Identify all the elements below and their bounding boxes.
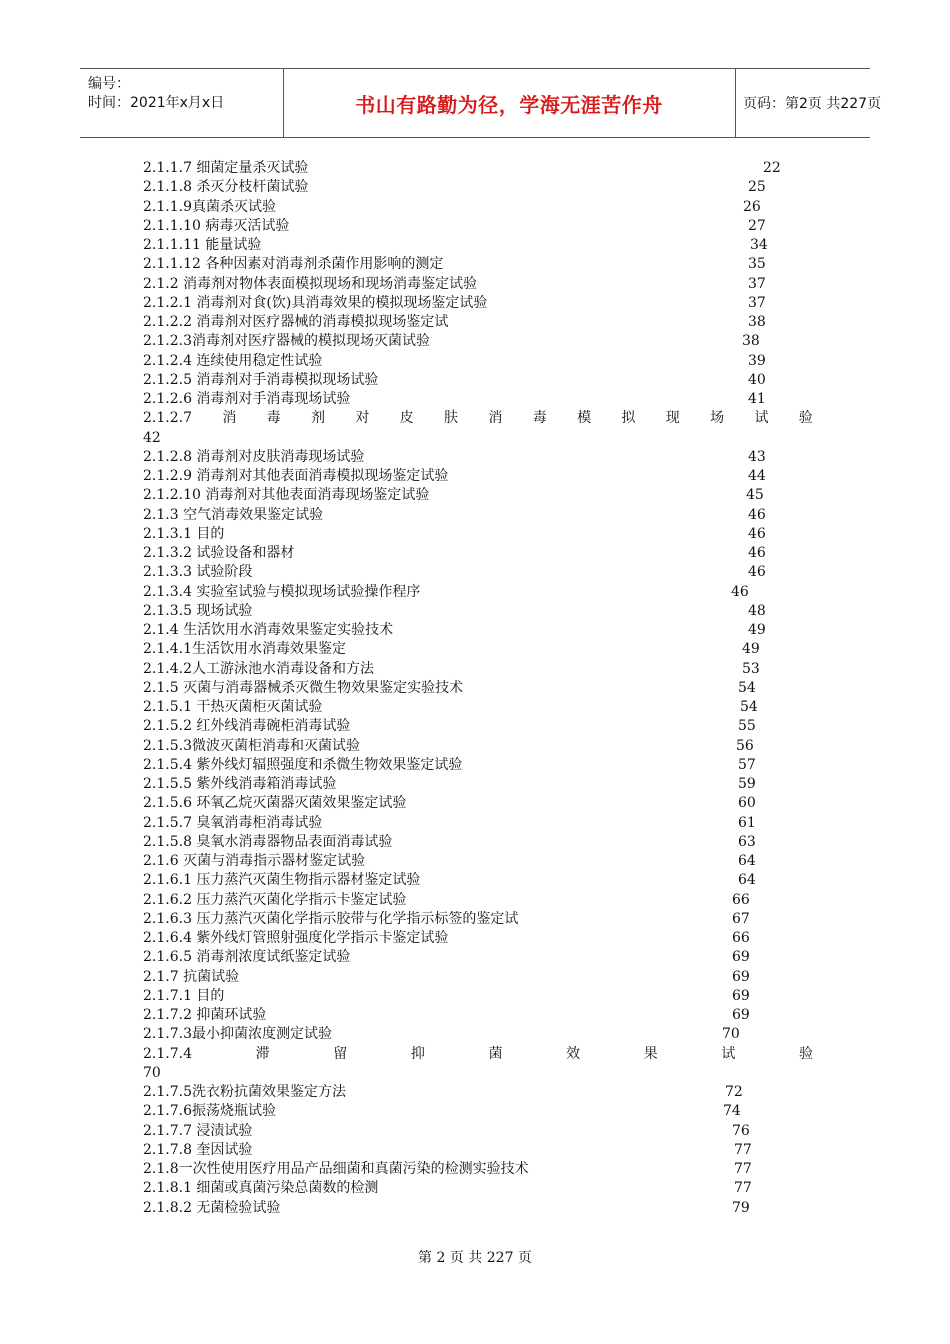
toc-entry-title: 2.1.6.1 压力蒸汽灭菌生物指示器材鉴定试验 <box>143 872 421 889</box>
toc-entry-page: 57 <box>738 756 756 773</box>
toc-entry-title: 2.1.6.2 压力蒸汽灭菌化学指示卡鉴定试验 <box>143 891 407 908</box>
toc-entry-title: 2.1.3 空气消毒效果鉴定试验 <box>143 506 324 523</box>
toc-entry-title: 2.1.7.7 浸渍试验 <box>143 1122 253 1139</box>
toc-entry <box>143 390 813 409</box>
toc-entry-title: 2.1.8.2 无菌检验试验 <box>143 1199 281 1216</box>
toc-entry-title: 2.1.5.7 臭氧消毒柜消毒试验 <box>143 814 323 831</box>
toc-entry <box>143 198 813 217</box>
toc-entry-page: 49 <box>742 641 760 658</box>
toc-entry <box>143 1141 813 1160</box>
toc-entry-page: 59 <box>738 776 756 792</box>
toc-entry <box>143 717 813 736</box>
toc-entry-title: 2.1.7.1 目的 <box>143 987 225 1004</box>
toc-entry <box>143 794 813 813</box>
toc-entry-page: 39 <box>748 352 766 369</box>
number-label: 编号： <box>88 76 130 92</box>
toc-entry-page: 26 <box>743 198 761 215</box>
toc-entry-page: 79 <box>732 1199 750 1216</box>
toc-entry-page: 64 <box>738 872 756 889</box>
toc-entry <box>143 563 813 582</box>
toc-entry <box>143 506 813 525</box>
motto: 书山有路勤为径，学海无涯苦作舟 <box>355 92 663 117</box>
toc-entry-page: 22 <box>763 160 781 176</box>
toc-entry <box>143 756 813 775</box>
toc-entry-page: 54 <box>740 699 758 715</box>
header-motto-cell <box>283 69 736 137</box>
toc-entry <box>143 275 813 294</box>
toc-entry <box>143 987 813 1006</box>
toc-entry <box>143 1045 813 1064</box>
toc-entry-page: 64 <box>738 853 756 869</box>
toc-entry <box>143 1199 813 1218</box>
toc-entry-title: 2.1.3.3 试验阶段 <box>143 564 253 581</box>
toc-entry-title: 2.1.3.4 实验室试验与模拟现场试验操作程序 <box>143 583 421 600</box>
toc-entry-title: 2.1.8.1 细菌或真菌污染总菌数的检测 <box>143 1180 379 1197</box>
toc-entry-page: 77 <box>734 1180 752 1197</box>
toc-entry-page: 67 <box>732 910 750 927</box>
toc-entry-title: 2.1.5.4 紫外线灯辐照强度和杀微生物效果鉴定试验 <box>143 756 463 773</box>
toc-entry-title: 2.1.3.1 目的 <box>143 525 225 542</box>
toc-entry-title: 2.1.1.9真菌杀灭试验 <box>143 198 276 215</box>
toc-entry <box>143 737 813 756</box>
toc-entry-title: 2.1.4.2人工游泳池水消毒设备和方法 <box>143 660 374 677</box>
toc-entry <box>143 910 813 929</box>
toc-entry <box>143 544 813 563</box>
toc-entry-title: 2.1.2.2 消毒剂对医疗器械的消毒模拟现场鉴定试 <box>143 314 449 330</box>
toc-entry <box>143 1064 813 1083</box>
toc-entry-page: 60 <box>738 795 756 812</box>
toc-entry-page: 77 <box>734 1141 752 1158</box>
page-header <box>80 68 882 138</box>
toc-entry-page: 70 <box>722 1026 740 1043</box>
toc-entry-page: 46 <box>748 525 766 542</box>
toc-entry-page: 38 <box>742 333 760 350</box>
toc-entry-page: 34 <box>750 237 768 253</box>
toc-entry <box>143 891 813 910</box>
toc-entry <box>143 159 813 178</box>
toc-entry <box>143 698 813 717</box>
toc-entry-title: 2.1.7.6振荡烧瓶试验 <box>143 1103 276 1120</box>
toc-entry <box>143 814 813 833</box>
toc-entry <box>143 583 813 602</box>
toc-entry-page: 46 <box>731 583 749 600</box>
toc-entry-title: 2.1.6.3 压力蒸汽灭菌化学指示胶带与化学指示标签的鉴定试 <box>143 910 519 927</box>
toc-entry-page: 66 <box>732 891 750 908</box>
toc-entry <box>143 1025 813 1044</box>
toc-entry <box>143 332 813 351</box>
toc-entry-page: 40 <box>748 371 766 388</box>
toc-entry <box>143 409 813 428</box>
toc-entry-page: 63 <box>738 833 756 850</box>
toc-entry <box>143 313 813 332</box>
toc-entry-title: 2.1.2.8 消毒剂对皮肤消毒现场试验 <box>143 448 365 465</box>
toc-entry <box>143 217 813 236</box>
toc-entry-title: 2.1.7.8 奎因试验 <box>143 1141 253 1158</box>
toc-entry <box>143 968 813 987</box>
toc-entry-title: 2.1.5 灭菌与消毒器械杀灭微生物效果鉴定实验技术 <box>143 679 464 696</box>
toc-entry-title: 2.1.5.2 红外线消毒碗柜消毒试验 <box>143 718 351 735</box>
toc-entry-page: 42 <box>143 429 161 446</box>
toc-entry <box>143 679 813 698</box>
page-footer: 第 2 页 共 227 页 <box>418 1250 532 1266</box>
toc-entry-page: 35 <box>748 256 766 273</box>
toc-entry <box>143 852 813 871</box>
toc-entry-title: 2.1.1.10 病毒灭活试验 <box>143 217 290 234</box>
toc-entry-page: 43 <box>748 448 766 465</box>
toc-entry-title: 2.1.5.1 干热灭菌柜灭菌试验 <box>143 699 323 715</box>
toc-entry-title: 2.1.5.3微波灭菌柜消毒和灭菌试验 <box>143 737 360 754</box>
toc-entry <box>143 352 813 371</box>
toc-entry-page: 46 <box>748 545 766 561</box>
toc-entry <box>143 833 813 852</box>
toc-entry-title: 2.1.5.8 臭氧水消毒器物品表面消毒试验 <box>143 833 393 850</box>
toc-entry-title: 2.1.2.6 消毒剂对手消毒现场试验 <box>143 391 351 407</box>
toc-entry <box>143 255 813 274</box>
toc-entry <box>143 1122 813 1141</box>
header-page-info: 页码：第2页 共227页 <box>743 96 882 112</box>
toc-entry-title: 2.1.7.3最小抑菌浓度测定试验 <box>143 1026 332 1043</box>
toc-entry-page: 38 <box>748 314 766 330</box>
toc-entry-title: 2.1.7.2 抑菌环试验 <box>143 1007 267 1023</box>
toc-entry-title: 2.1.3.2 试验设备和器材 <box>143 545 295 561</box>
toc-entry-title: 2.1.4 生活饮用水消毒效果鉴定实验技术 <box>143 622 394 638</box>
toc-entry-title: 2.1.8一次性使用医疗用品产品细菌和真菌污染的检测实验技术 <box>143 1161 529 1177</box>
toc-entry-page: 46 <box>748 564 766 581</box>
time-label: 时间：2021年x月x日 <box>88 95 225 111</box>
toc-entry-title: 2.1.6.4 紫外线灯管照射强度化学指示卡鉴定试验 <box>143 930 449 946</box>
toc-entry-title: 2.1.1.8 杀灭分枝杆菌试验 <box>143 179 309 196</box>
toc-entry-title: 2.1.2.4 连续使用稳定性试验 <box>143 352 323 369</box>
toc-entry-title: 2.1.3.5 现场试验 <box>143 602 253 619</box>
toc-entry <box>143 775 813 794</box>
toc-entry-page: 46 <box>748 506 766 523</box>
toc-entry <box>143 486 813 505</box>
toc-entry <box>143 621 813 640</box>
toc-entry-title: 2.1.6 灭菌与消毒指示器材鉴定试验 <box>143 853 366 869</box>
toc-entry-title: 2.1.1.12 各种因素对消毒剂杀菌作用影响的测定 <box>143 256 444 273</box>
toc-entry-title: 2.1.2.9 消毒剂对其他表面消毒模拟现场鉴定试验 <box>143 468 449 484</box>
toc-entry-title: 2.1.4.1生活饮用水消毒效果鉴定 <box>143 641 346 658</box>
toc-entry-page: 56 <box>736 737 754 754</box>
toc-entry-page: 54 <box>738 679 756 696</box>
toc-entry <box>143 640 813 659</box>
toc-entry <box>143 178 813 197</box>
toc-entry-page: 48 <box>748 602 766 619</box>
toc-entry-page: 70 <box>143 1064 161 1081</box>
toc-entry-page: 61 <box>738 814 756 831</box>
toc-entry <box>143 467 813 486</box>
toc-entry-title: 2.1.2.3消毒剂对医疗器械的模拟现场灭菌试验 <box>143 333 430 350</box>
toc-entry <box>143 1083 813 1102</box>
toc-entry-title: 2.1.7.5洗衣粉抗菌效果鉴定方法 <box>143 1084 346 1100</box>
toc-entry-page: 76 <box>732 1122 750 1139</box>
toc-entry-title: 2.1.5.5 紫外线消毒箱消毒试验 <box>143 776 337 792</box>
toc-entry-page: 27 <box>748 217 766 234</box>
toc-entry-title: 2.1.2.7 消 毒 剂 对 皮 肤 消 毒 模 拟 现 场 试 验 <box>143 410 813 427</box>
toc-entry-page: 45 <box>746 487 764 504</box>
toc-entry-page: 74 <box>723 1103 741 1120</box>
toc-entry <box>143 1179 813 1198</box>
toc-entry <box>143 236 813 255</box>
toc-entry-page: 55 <box>738 718 756 735</box>
toc-entry-page: 72 <box>725 1084 743 1100</box>
header-meta <box>80 69 284 137</box>
toc-entry <box>143 525 813 544</box>
toc-entry-page: 69 <box>732 987 750 1004</box>
toc-entry-page: 41 <box>748 391 766 407</box>
toc-entry <box>143 448 813 467</box>
toc-entry-page: 66 <box>732 930 750 946</box>
toc-entry-title: 2.1.2.5 消毒剂对手消毒模拟现场试验 <box>143 371 379 388</box>
toc-entry <box>143 1006 813 1025</box>
toc-entry-title: 2.1.2.10 消毒剂对其他表面消毒现场鉴定试验 <box>143 487 430 504</box>
toc-entry <box>143 1102 813 1121</box>
toc-entry-page: 53 <box>742 660 760 677</box>
toc-entry-title: 2.1.7 抗菌试验 <box>143 968 240 985</box>
toc-entry <box>143 371 813 390</box>
toc-entry-page: 37 <box>748 275 766 292</box>
toc-entry <box>143 929 813 948</box>
toc-entry-page: 37 <box>748 294 766 311</box>
toc-entry-title: 2.1.1.11 能量试验 <box>143 237 262 253</box>
toc-entry <box>143 429 813 448</box>
toc-entry-title: 2.1.1.7 细菌定量杀灭试验 <box>143 160 309 176</box>
toc-entry-page: 25 <box>748 179 766 196</box>
toc-entry-title: 2.1.2.1 消毒剂对食(饮)具消毒效果的模拟现场鉴定试验 <box>143 294 488 311</box>
toc-entry <box>143 660 813 679</box>
toc-entry <box>143 294 813 313</box>
toc-entry-title: 2.1.7.4 滞 留 抑 菌 效 果 试 验 <box>143 1045 813 1062</box>
toc-entry <box>143 602 813 621</box>
table-of-contents <box>143 159 813 1218</box>
toc-entry-page: 77 <box>734 1161 752 1177</box>
toc-entry-title: 2.1.6.5 消毒剂浓度试纸鉴定试验 <box>143 949 351 966</box>
toc-entry-page: 69 <box>732 1007 750 1023</box>
toc-entry-page: 69 <box>732 968 750 985</box>
toc-entry-page: 44 <box>748 468 766 484</box>
toc-entry <box>143 871 813 890</box>
toc-entry <box>143 1160 813 1179</box>
toc-entry-page: 49 <box>748 622 766 638</box>
toc-entry-page: 69 <box>732 949 750 966</box>
toc-entry <box>143 948 813 967</box>
toc-entry-title: 2.1.5.6 环氧乙烷灭菌器灭菌效果鉴定试验 <box>143 795 407 812</box>
toc-entry-title: 2.1.2 消毒剂对物体表面模拟现场和现场消毒鉴定试验 <box>143 275 478 292</box>
